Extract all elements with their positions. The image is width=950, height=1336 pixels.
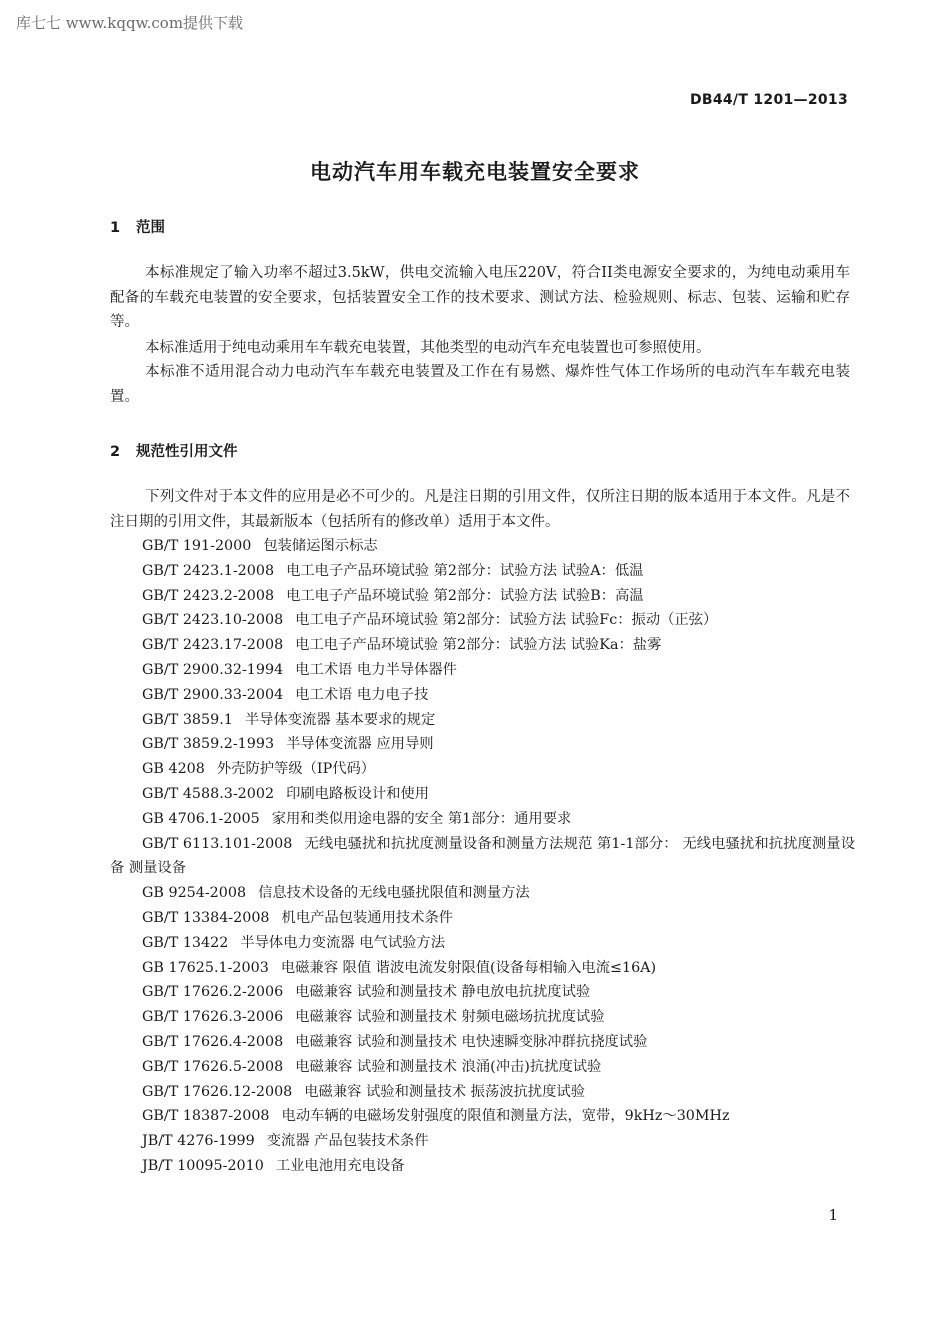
reference-code: GB/T 13384-2008 bbox=[142, 909, 270, 926]
page-number: 1 bbox=[828, 1206, 838, 1224]
reference-code: JB/T 4276-1999 bbox=[142, 1133, 255, 1150]
reference-item bbox=[110, 906, 855, 931]
reference-item bbox=[110, 807, 855, 832]
reference-code: GB/T 2423.1-2008 bbox=[142, 562, 275, 579]
reference-title: 电磁兼容 试验和测量技术 静电放电抗扰度试验 bbox=[295, 984, 591, 1001]
reference-title: 家用和类似用途电器的安全 第1部分：通用要求 bbox=[271, 810, 572, 827]
reference-code: GB/T 3859.2-1993 bbox=[142, 736, 275, 753]
reference-title: 无线电骚扰和抗扰度测量设备和测量方法规范 第1-1部分： 无线电骚扰和抗扰度测量设备 测量设备 bbox=[110, 835, 855, 877]
reference-code: GB/T 17626.2-2006 bbox=[142, 984, 284, 1001]
watermark-text: 库七七 www.kqqw.com提供下载 bbox=[16, 14, 244, 32]
reference-item bbox=[110, 782, 855, 807]
standard-code: DB44/T 1201—2013 bbox=[689, 92, 848, 108]
reference-code: GB/T 2900.33-2004 bbox=[142, 686, 284, 703]
reference-item bbox=[110, 1055, 855, 1080]
reference-item bbox=[110, 683, 855, 708]
reference-code: GB/T 2423.17-2008 bbox=[142, 637, 284, 654]
reference-title: 印刷电路板设计和使用 bbox=[286, 785, 430, 802]
reference-code: GB/T 17626.5-2008 bbox=[142, 1058, 284, 1075]
reference-item bbox=[110, 1030, 855, 1055]
reference-code: GB 9254-2008 bbox=[142, 885, 247, 902]
reference-title: 半导体变流器 基本要求的规定 bbox=[244, 711, 436, 728]
section-1-heading bbox=[110, 216, 165, 237]
reference-item bbox=[110, 1104, 855, 1129]
reference-item bbox=[110, 956, 855, 981]
reference-item bbox=[110, 1005, 855, 1030]
reference-title: 半导体电力变流器 电气试验方法 bbox=[240, 934, 446, 951]
reference-title: 变流器 产品包装技术条件 bbox=[266, 1133, 429, 1150]
reference-item bbox=[110, 980, 855, 1005]
reference-code: GB/T 17626.4-2008 bbox=[142, 1033, 284, 1050]
reference-item bbox=[110, 832, 855, 882]
reference-item bbox=[110, 658, 855, 683]
reference-title: 电工术语 电力电子技 bbox=[295, 686, 429, 703]
reference-item bbox=[110, 1129, 855, 1154]
reference-item bbox=[110, 881, 855, 906]
reference-title: 电磁兼容 试验和测量技术 浪涌(冲击)抗扰度试验 bbox=[295, 1058, 602, 1075]
reference-title: 电工电子产品环境试验 第2部分：试验方法 试验A：低温 bbox=[286, 562, 644, 579]
reference-code: GB 4706.1-2005 bbox=[142, 810, 260, 827]
reference-item bbox=[110, 534, 855, 559]
reference-code: GB/T 6113.101-2008 bbox=[142, 835, 293, 852]
reference-code: GB/T 17626.12-2008 bbox=[142, 1083, 293, 1100]
section-number: 2 bbox=[110, 444, 121, 460]
reference-title: 电磁兼容 试验和测量技术 电快速瞬变脉冲群抗挠度试验 bbox=[295, 1033, 648, 1050]
reference-item bbox=[110, 757, 855, 782]
reference-code: GB/T 18387-2008 bbox=[142, 1108, 270, 1125]
normative-references-list bbox=[110, 534, 855, 1179]
section-title: 范围 bbox=[136, 220, 165, 236]
reference-title: 电磁兼容 限值 谐波电流发射限值(设备每相输入电流≤16A) bbox=[280, 959, 657, 976]
reference-item bbox=[110, 584, 855, 609]
reference-title: 电动车辆的电磁场发射强度的限值和测量方法，宽带，9kHz～30MHz bbox=[281, 1108, 730, 1125]
reference-code: GB/T 191-2000 bbox=[142, 538, 252, 554]
scope-paragraph-2: 本标准适用于纯电动乘用车车载充电装置，其他类型的电动汽车充电装置也可参照使用。 bbox=[145, 340, 711, 356]
section-number: 1 bbox=[110, 220, 121, 236]
reference-item bbox=[110, 1080, 855, 1105]
reference-title: 电工术语 电力半导体器件 bbox=[295, 661, 457, 678]
reference-title: 电磁兼容 试验和测量技术 振荡波抗扰度试验 bbox=[304, 1083, 585, 1100]
reference-title: 电工电子产品环境试验 第2部分：试验方法 试验Ka：盐雾 bbox=[295, 637, 662, 654]
reference-code: GB/T 2423.10-2008 bbox=[142, 612, 284, 629]
scope-paragraph-3: 本标准不适用混合动力电动汽车车载充电装置及工作在有易燃、爆炸性气体工作场所的电动汽车车载充电装置。 bbox=[110, 364, 850, 405]
reference-title: 工业电池用充电设备 bbox=[275, 1157, 405, 1174]
reference-code: GB/T 4588.3-2002 bbox=[142, 785, 275, 802]
section-title: 规范性引用文件 bbox=[136, 444, 238, 460]
reference-code: GB 17625.1-2003 bbox=[142, 959, 269, 976]
reference-item bbox=[110, 1154, 855, 1179]
reference-code: GB 4208 bbox=[142, 761, 205, 778]
reference-title: 信息技术设备的无线电骚扰限值和测量方法 bbox=[258, 885, 530, 902]
reference-title: 包装储运图示标志 bbox=[263, 538, 378, 554]
reference-code: JB/T 10095-2010 bbox=[142, 1157, 264, 1174]
document-title: 电动汽车用车载充电装置安全要求 bbox=[310, 160, 640, 184]
reference-item bbox=[110, 732, 855, 757]
reference-item bbox=[110, 633, 855, 658]
reference-code: GB/T 17626.3-2006 bbox=[142, 1009, 284, 1026]
reference-code: GB/T 2423.2-2008 bbox=[142, 587, 275, 604]
reference-title: 外壳防护等级（IP代码） bbox=[216, 761, 376, 778]
reference-code: GB/T 13422 bbox=[142, 934, 229, 951]
reference-item bbox=[110, 608, 855, 633]
reference-item bbox=[110, 931, 855, 956]
reference-title: 电工电子产品环境试验 第2部分：试验方法 试验Fc：振动（正弦） bbox=[295, 612, 718, 629]
section-2-heading bbox=[110, 440, 238, 461]
reference-code: GB/T 3859.1 bbox=[142, 711, 233, 728]
references-intro-paragraph: 下列文件对于本文件的应用是必不可少的。凡是注日期的引用文件，仅所注日期的版本适用于本文件。凡是不注日期的引用文件，其最新版本（包括所有的修改单）适用于本文件。 bbox=[110, 489, 850, 530]
reference-title: 电工电子产品环境试验 第2部分：试验方法 试验B：高温 bbox=[286, 587, 644, 604]
reference-title: 机电产品包装通用技术条件 bbox=[281, 909, 454, 926]
scope-paragraph-1: 本标准规定了输入功率不超过3.5kW，供电交流输入电压220V，符合II类电源安全要求的，为纯电动乘用车配备的车载充电装置的安全要求，包括装置安全工作的技术要求、测试方法、检验规则、标志、包装、运输和贮存等。 bbox=[110, 265, 850, 330]
reference-title: 半导体变流器 应用导则 bbox=[286, 736, 434, 753]
reference-item bbox=[110, 559, 855, 584]
reference-title: 电磁兼容 试验和测量技术 射频电磁场抗扰度试验 bbox=[295, 1009, 605, 1026]
reference-item bbox=[110, 708, 855, 733]
reference-code: GB/T 2900.32-1994 bbox=[142, 661, 284, 678]
